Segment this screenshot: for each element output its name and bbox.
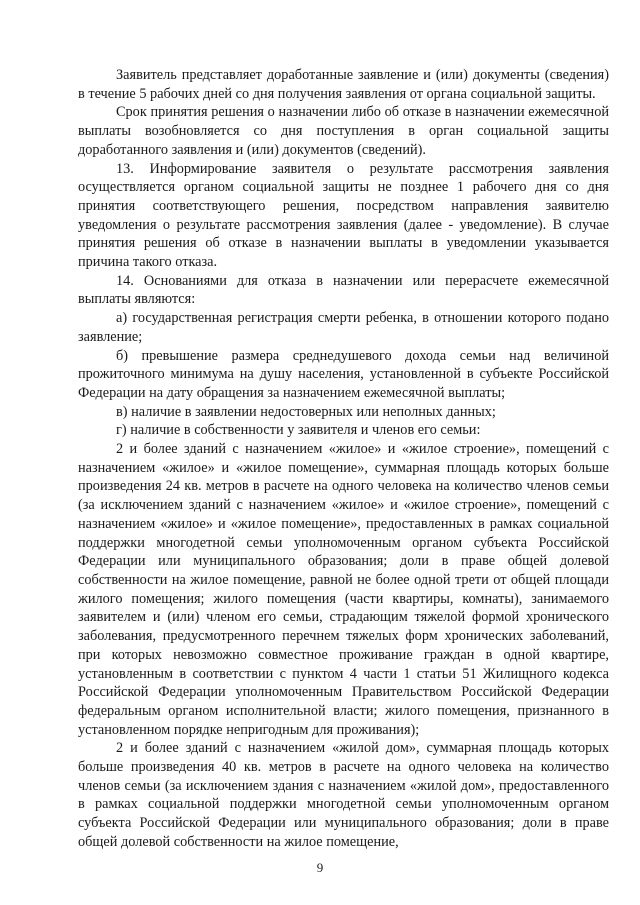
paragraph-subitem-g: г) наличие в собственности у заявителя и членов его семьи: [116,422,481,439]
paragraph-item-13: 13. Информирование заявителя о результате рассмотрения заявления осуществляется органом социальной защиты не позднее 1 рабочего дня со дня принятия соответствующего решения, посредством направления заявителю уведомления о результате рассмотрения заявления (далее - уведомление). В случае принятия решения об отказе в назначении выплаты в уведомлении указывается причина такого отказа. [78,160,609,271]
paragraph-subitem-a: а) государственная регистрация смерти ребенка, в отношении которого подано заявление; [78,310,609,345]
paragraph-applicant-submission: Заявитель представляет доработанные заявление и (или) документы (сведения) в течение 5 рабочих дней со дня получения заявления от органа социальной защиты. [78,67,609,102]
document-body [78,66,609,852]
paragraph-residential-houses: 2 и более зданий с назначением «жилой дом», суммарная площадь которых больше произведения 40 кв. метров в расчете на одного человека на количество членов семьи (за исключением здания с назначением «жилой дом», предоставленного в рамках социальной поддержки многодетной семьи уполномоченным органом субъекта Российской Федерации или муниципального образования; доли в праве общей долевой собственности на жилое помещение, [78,740,609,850]
paragraph-residential-buildings: 2 и более зданий с назначением «жилое» и «жилое строение», помещений с назначением «жилое» и «жилое помещение», суммарная площадь которых больше произведения 24 кв. метров в расчете на одного человека на количество членов семьи (за исключением зданий с назначением «жилое» и «жилое строение», помещений с назначением «жилое» и «жилое помещение», предоставленных в рамках социальной поддержки многодетной семьи уполномоченным органом субъекта Российской Федерации или муниципального образования; доли в праве общей долевой собственности на жилое помещение, равной не более одной трети от общей площади жилого помещения; жилого помещения (части квартиры, комнаты), занимаемого заявителем и (или) членом его семьи, страдающим тяжелой формой хронического заболевания, предусмотренного перечнем тяжелых форм хронических заболеваний, при которых невозможно совместное проживание граждан в одной квартире, установленным в соответствии с пунктом 4 части 1 статьи 51 Жилищного кодекса Российской Федерации уполномоченным Правительством Российской Федерации федеральным органом исполнительной власти; жилого помещения, признанного в установленном порядке непригодным для проживания); [78,441,609,738]
paragraph-subitem-v: в) наличие в заявлении недостоверных или неполных данных; [116,403,496,420]
paragraph-decision-deadline: Срок принятия решения о назначении либо об отказе в назначении ежемесячной выплаты возобновляется со дня поступления в орган социальной защиты доработанного заявления и (или) документов (сведений). [78,104,609,158]
paragraph-subitem-b: б) превышение размера среднедушевого дохода семьи над величиной прожиточного минимума на душу населения, установленной в субъекте Российской Федерации на дату обращения за назначением ежемесячной выплаты; [78,347,609,401]
page-number: 9 [316,860,324,875]
paragraph-item-14: 14. Основаниями для отказа в назначении или перерасчете ежемесячной выплаты являются: [78,272,609,308]
